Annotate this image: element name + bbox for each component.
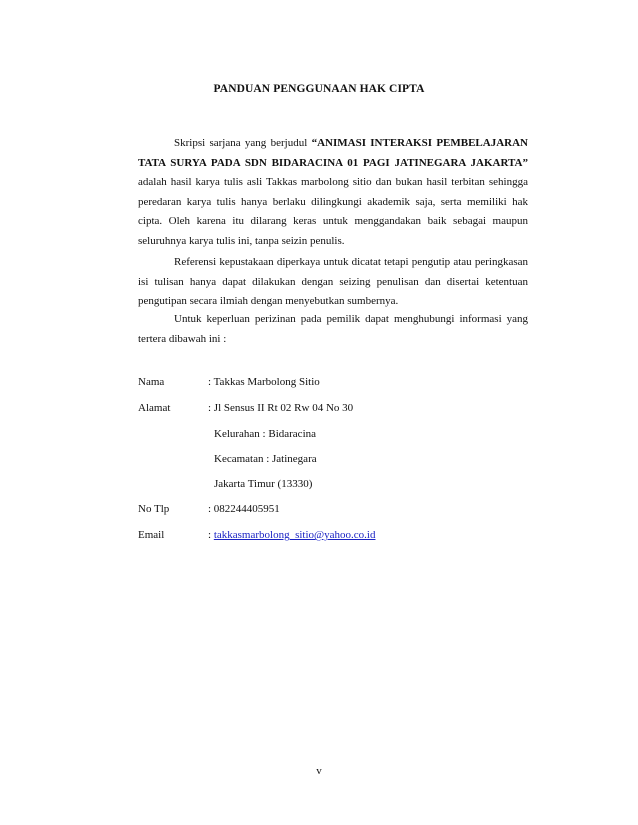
email-label: Email [138, 529, 165, 541]
paragraph-thesis-info [138, 134, 528, 251]
nama-label: Nama [138, 376, 165, 388]
paragraph-reference: Referensi kepustakaan diperkaya untuk dicatat tetapi pengutip atau peringkasan isi tulisan hanya dapat dilakukan dengan seizing penulisan dan disertai ketentuan pengutipan secara ilmiah dengan menyebutkan sumbernya. [138, 256, 528, 307]
email-value-wrap [208, 529, 375, 541]
tlp-value: : 082244405951 [208, 503, 280, 515]
nama-value: : Takkas Marbolong Sitio [208, 376, 320, 388]
alamat-kelurahan: Kelurahan : Bidaracina [214, 428, 317, 440]
email-link[interactable]: takkasmarbolong_sitio@yahoo.co.id [213, 529, 376, 541]
page-number: v [316, 765, 322, 777]
alamat-label: Alamat [138, 402, 171, 414]
email-colon: : [208, 529, 214, 541]
paragraph-rest: adalah hasil karya tulis asli Takkas marbolong sitio dan bukan hasil terbitan sehingga peredaran karya tulis hanya berlaku dilingkungi akademik saja, serta memiliki hak cipta. Oleh karena itu dilarang keras untuk menggandakan baik sebagai maupun seluruhnya karya tulis ini, tanpa seizin penulis. [138, 176, 528, 247]
alamat-value: : Jl Sensus II Rt 02 Rw 04 No 30 [208, 402, 354, 414]
alamat-kecamatan: Kecamatan : Jatinegara [214, 453, 317, 465]
page-title: PANDUAN PENGGUNAAN HAK CIPTA [213, 83, 425, 95]
paragraph-contact-intro: Untuk keperluan perizinan pada pemilik dapat menghubungi informasi yang tertera dibawah ini : [138, 313, 528, 345]
thesis-title: “ANIMASI INTERAKSI PEMBELAJARAN TATA SURYA PADA SDN BIDARACINA 01 PAGI JATINEGARA JAKARTA” [138, 137, 528, 169]
alamat-kota: Jakarta Timur (13330) [214, 478, 313, 490]
tlp-label: No Tlp [138, 503, 170, 515]
paragraph-lead: Skripsi sarjana yang berjudul [174, 137, 312, 149]
